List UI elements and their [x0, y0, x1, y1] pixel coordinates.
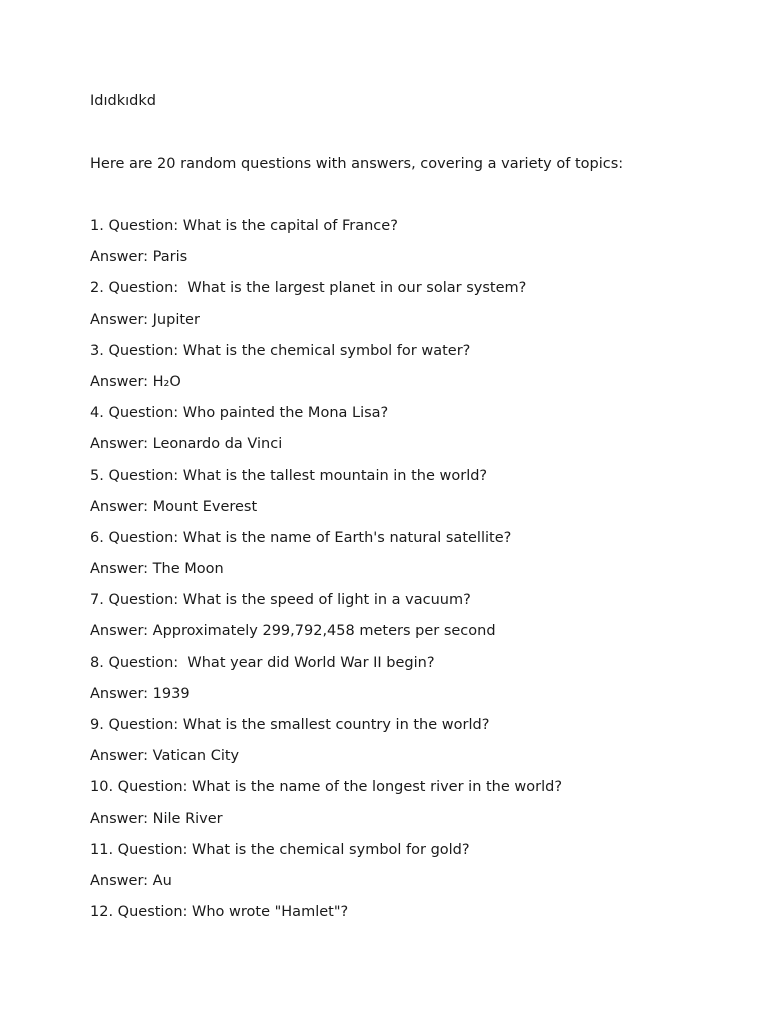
- question-6: 6. Question: What is the name of Earth's natural satellite?: [90, 529, 512, 546]
- question-10: 10. Question: What is the name of the longest river in the world?: [90, 779, 563, 796]
- document-title: Idıdkıdkd: [90, 93, 156, 109]
- answer-1: Answer: Paris: [90, 249, 188, 266]
- question-8: 8. Question: What year did World War II begin?: [90, 654, 435, 671]
- question-2: 2. Question: What is the largest planet in our solar system?: [90, 280, 527, 297]
- question-4: 4. Question: Who painted the Mona Lisa?: [90, 405, 389, 422]
- answer-6: Answer: The Moon: [90, 561, 224, 578]
- question-3: 3. Question: What is the chemical symbol for water?: [90, 342, 471, 359]
- question-9: 9. Question: What is the smallest country in the world?: [90, 717, 490, 733]
- answer-4: Answer: Leonardo da Vinci: [90, 436, 283, 453]
- question-11: 11. Question: What is the chemical symbol for gold?: [90, 841, 470, 858]
- question-7: 7. Question: What is the speed of light in a vacuum?: [90, 592, 471, 609]
- question-5: 5. Question: What is the tallest mountain in the world?: [90, 467, 488, 484]
- answer-11: Answer: Au: [90, 872, 172, 889]
- question-1: 1. Question: What is the capital of France?: [90, 218, 398, 234]
- answer-9: Answer: Vatican City: [90, 748, 240, 765]
- answer-8: Answer: 1939: [90, 685, 190, 702]
- answer-3: Answer: H₂O: [90, 373, 181, 390]
- answer-2: Answer: Jupiter: [90, 311, 200, 328]
- intro-text: Here are 20 random questions with answers, covering a variety of topics:: [90, 156, 624, 172]
- answer-7: Answer: Approximately 299,792,458 meters per second: [90, 623, 496, 640]
- question-12: 12. Question: Who wrote "Hamlet"?: [90, 904, 349, 921]
- answer-10: Answer: Nile River: [90, 810, 223, 827]
- qa-list: [90, 217, 730, 934]
- answer-5: Answer: Mount Everest: [90, 498, 258, 515]
